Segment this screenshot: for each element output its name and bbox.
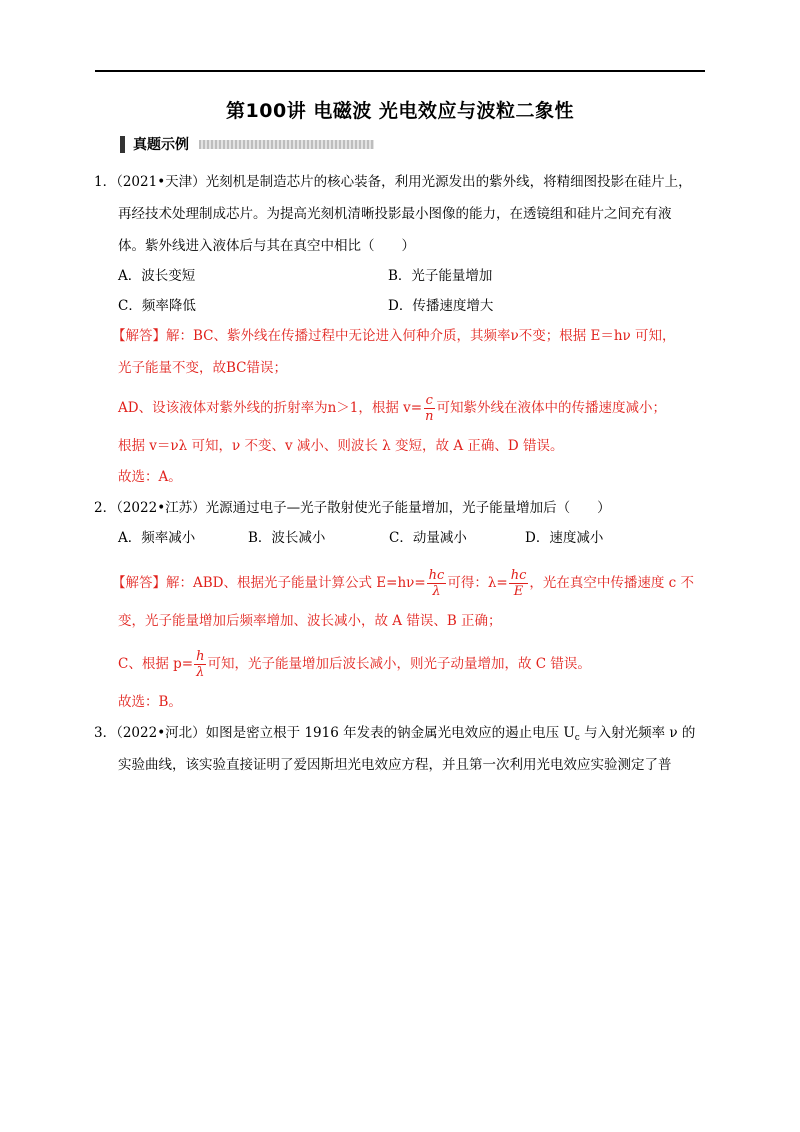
q1-answer-line3 — [118, 393, 666, 424]
q2-option-a: A．频率减小 — [118, 530, 196, 546]
q2-option-d: D．速度减小 — [525, 530, 604, 546]
q1-option-d: D．传播速度增大 — [388, 298, 494, 314]
fraction-numerator: h — [196, 649, 205, 664]
q1-stem-line3: 体。紫外线进入液体后与其在真空中相比（ ） — [118, 238, 415, 254]
q1-option-a: A．波长变短 — [118, 268, 196, 284]
q2-final-choice: 故选：B。 — [118, 694, 182, 710]
q1-stem-line2: 再经技术处理制成芯片。为提高光刻机清晰投影最小图像的能力，在透镜组和硅片之间充有液 — [118, 206, 672, 222]
subscript-c: c — [574, 733, 580, 743]
q1-option-b: B．光子能量增加 — [388, 268, 493, 284]
q2-answer-line1-mid: 可得：λ= — [447, 575, 508, 591]
q1-answer-line4: 根据 v＝νλ 可知，ν 不变、v 减小、则波长 λ 变短，故 A 正确、D 错误。 — [118, 438, 564, 454]
header-rule — [95, 70, 705, 72]
q1-option-c: C．频率降低 — [118, 298, 196, 314]
q1-answer-line1: 【解答】解：BC、紫外线在传播过程中无论进入何种介质，其频率ν不变；根据 E＝hν 可知， — [112, 328, 676, 344]
fraction-numerator: hc — [428, 568, 445, 583]
q2-answer-line3-pre: C、根据 p= — [118, 656, 194, 672]
q2-answer-line1-post: ，光在真空中传播速度 c 不 — [529, 575, 695, 591]
section-marker — [120, 136, 125, 153]
fraction-numerator: c — [425, 393, 433, 408]
fraction-denominator: E — [513, 584, 524, 599]
section-label: 真题示例 — [133, 137, 189, 153]
section-header — [120, 134, 374, 154]
fraction-numerator: hc — [510, 568, 527, 583]
q1-stem-line1: 1．（2021•天津）光刻机是制造芯片的核心装备，利用光源发出的紫外线，将精细图投影在硅片上， — [94, 174, 692, 190]
fraction-denominator: λ — [432, 584, 441, 599]
fraction-hc-over-lambda — [427, 568, 447, 599]
fraction-hc-over-e — [509, 568, 529, 599]
fraction-denominator: λ — [196, 665, 205, 680]
q1-answer-line2: 光子能量不变，故BC错误； — [118, 360, 288, 376]
q3-stem-line1-post: 与入射光频率 ν 的 — [579, 725, 696, 741]
page-title: 第100讲 电磁波 光电效应与波粒二象性 — [226, 100, 574, 122]
q2-option-b: B．波长减小 — [248, 530, 326, 546]
q2-stem-line1: 2．（2022•江苏）光源通过电子—光子散射使光子能量增加，光子能量增加后（ ） — [94, 500, 611, 516]
q1-answer-line3-post: 可知紫外线在液体中的传播速度减小； — [436, 400, 666, 416]
q3-stem-line1 — [94, 723, 695, 748]
q2-answer-line1 — [112, 568, 694, 599]
fraction-h-over-lambda — [194, 649, 206, 680]
section-decoration — [199, 140, 374, 149]
q3-stem-line2: 实验曲线，该实验直接证明了爱因斯坦光电效应方程，并且第一次利用光电效应实验测定了普 — [118, 757, 672, 773]
fraction-c-over-n — [423, 393, 435, 424]
fraction-denominator: n — [425, 409, 434, 424]
q2-option-c: C．动量减小 — [389, 530, 467, 546]
q2-answer-line1-pre: 【解答】解：ABD、根据光子能量计算公式 E=hν= — [112, 575, 426, 591]
q2-answer-line3 — [118, 649, 591, 680]
q1-answer-line3-pre: AD、设该液体对紫外线的折射率为n＞1，根据 v= — [118, 400, 423, 416]
q2-answer-line2: 变，光子能量增加后频率增加、波长减小，故 A 错误、B 正确； — [118, 613, 502, 629]
q1-final-choice: 故选：A。 — [118, 469, 182, 485]
q3-stem-line1-pre: 3．（2022•河北）如图是密立根于 1916 年发表的钠金属光电效应的遏止电压 U — [94, 725, 575, 741]
q2-answer-line3-post: 可知，光子能量增加后波长减小，则光子动量增加，故 C 错误。 — [207, 656, 591, 672]
